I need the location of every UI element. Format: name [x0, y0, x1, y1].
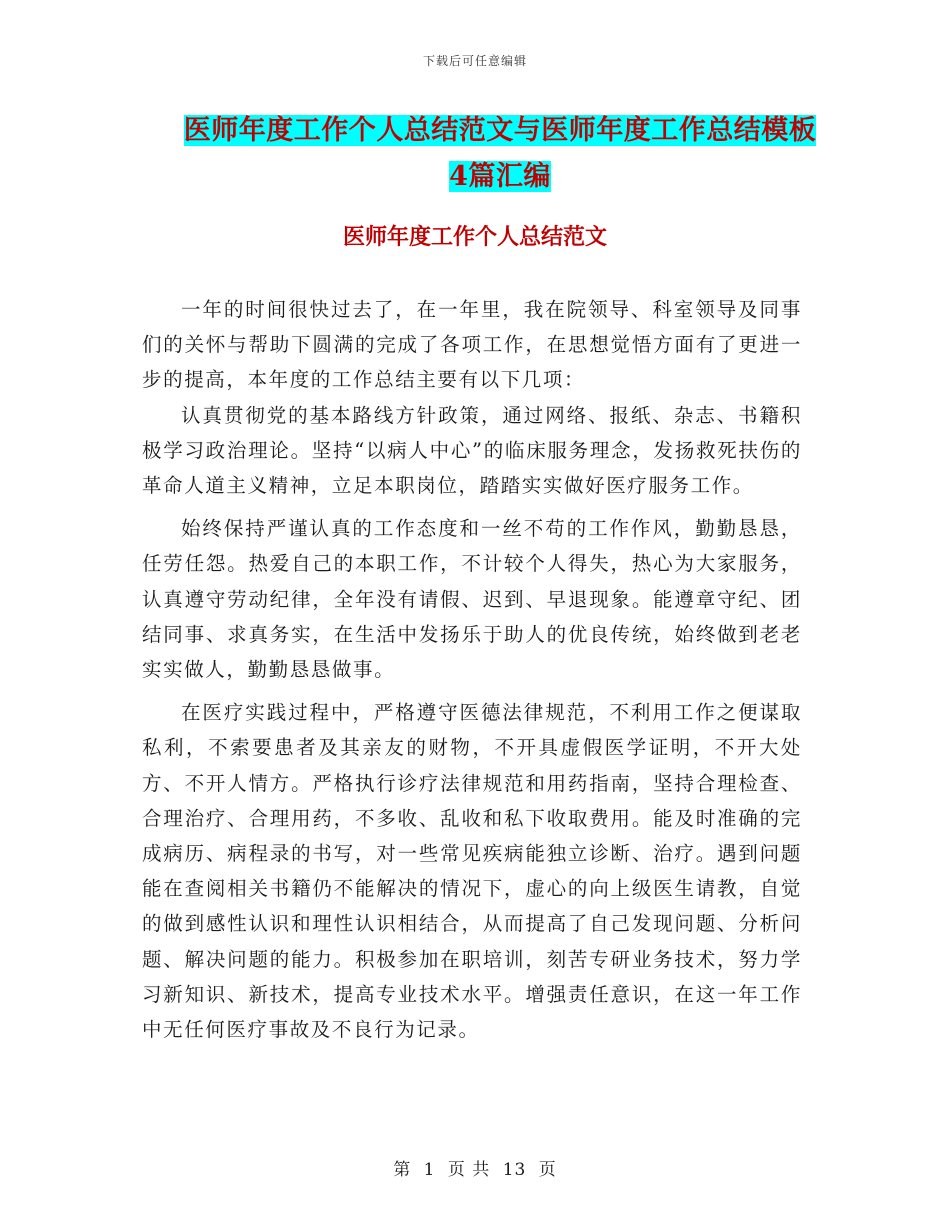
- document-title-line-1: 医师年度工作个人总结范文与医师年度工作总结模板: [183, 115, 817, 146]
- document-title-line-2: 4篇汇编: [449, 161, 551, 192]
- page-footer: [0, 1155, 950, 1180]
- paragraph: 一年的时间很快过去了，在一年里，我在院领导、科室领导及同事们的关怀与帮助下圆满的完成了各项工作，在思想觉悟方面有了更进一步的提高，本年度的工作总结主要有以下几项：: [142, 298, 802, 392]
- footer-total-pages: 13: [502, 1160, 527, 1180]
- footer-prefix: 第: [393, 1160, 412, 1180]
- footer-suffix: 页: [538, 1160, 557, 1180]
- footer-page-number: 1: [423, 1160, 436, 1180]
- paragraph: 认真贯彻党的基本路线方针政策，通过网络、报纸、杂志、书籍积极学习政治理论。坚持“以病人中心”的临床服务理念，发扬救死扶伤的革命人道主义精神，立足本职岗位，踏踏实实做好医疗服务工作。: [142, 403, 802, 498]
- document-title: [140, 108, 860, 200]
- body-text: [142, 292, 802, 1047]
- footer-middle: 页 共: [447, 1160, 491, 1180]
- paragraph: 在医疗实践过程中，严格遵守医德法律规范，不利用工作之便谋取私利，不索要患者及其亲友的财物，不开具虚假医学证明，不开大处方、不开人情方。严格执行诊疗法律规范和用药指南，坚持合理检查、合理治疗、合理用药，不多收、乱收和私下收取费用。能及时准确的完成病历、病程录的书写，对一些常见疾病能独立诊断、治疗。遇到问题能在查阅相关书籍仍不能解决的情况下，虚心的向上级医生请教，自觉的做到感性认识和理性认识相结合，从而提高了自己发现问题、分析问题、解决问题的能力。积极参加在职培训，刻苦专研业务技术，努力学习新知识、新技术，提高专业技术水平。增强责任意识，在这一年工作中无任何医疗事故及不良行为记录。: [142, 701, 802, 1042]
- header-note: 下载后可任意编辑: [422, 54, 527, 68]
- paragraph: 始终保持严谨认真的工作态度和一丝不苟的工作作风，勤勤恳恳，任劳任怨。热爱自己的本职工作，不计较个人得失，热心为大家服务，认真遵守劳动纪律，全年没有请假、迟到、早退现象。能遵章守纪、团结同事、求真务实，在生活中发扬乐于助人的优良传统，始终做到老老实实做人，勤勤恳恳做事。: [142, 517, 802, 682]
- section-title: 医师年度工作个人总结范文: [342, 224, 607, 250]
